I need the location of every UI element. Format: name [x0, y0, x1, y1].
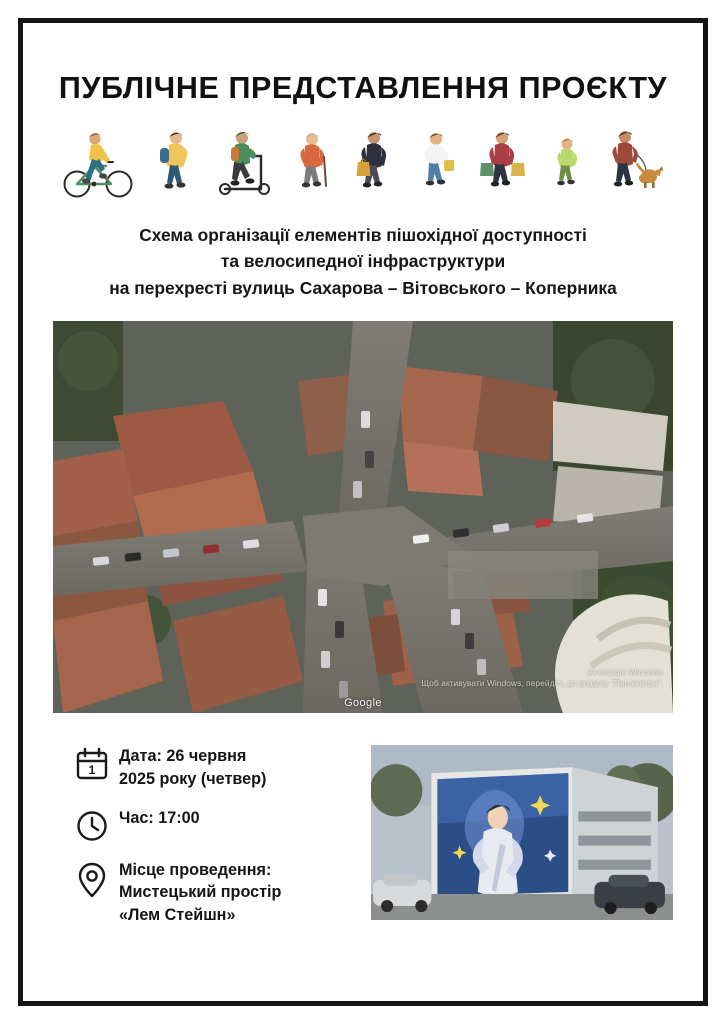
time-line-1: Час: 17:00 [119, 808, 200, 827]
venue-photo-graphic [371, 745, 673, 920]
event-details-section [53, 739, 673, 981]
clock-icon [75, 807, 119, 843]
calendar-icon [75, 745, 119, 781]
calendar-day-number: 1 [88, 763, 96, 778]
person-cyclist [61, 126, 135, 200]
person-elderly-with-cane [293, 126, 335, 200]
people-illustration-strip [53, 126, 673, 200]
windows-activation-watermark [421, 667, 663, 689]
location-pin-icon [75, 859, 119, 899]
person-walking-bag [416, 126, 458, 200]
venue-photo [371, 745, 673, 920]
aerial-map-image [53, 321, 673, 713]
detail-text-place [119, 859, 281, 927]
person-with-shopping-bag [353, 126, 397, 200]
place-line-3: «Лем Стейшн» [119, 906, 236, 925]
date-line-1: Дата: 26 червня [119, 747, 247, 766]
person-child-walking [549, 126, 585, 200]
activation-line-2: Щоб активувати Windows, перейдіть до розділу "Параметри". [421, 678, 663, 689]
detail-row-time [75, 807, 353, 843]
place-line-2: Мистецький простір [119, 883, 282, 902]
person-with-dog [603, 126, 665, 200]
detail-text-date [119, 745, 266, 790]
place-line-1: Місце проведення: [119, 860, 272, 879]
page-title: ПУБЛІЧНЕ ПРЕДСТАВЛЕННЯ ПРОЄКТУ [58, 71, 668, 105]
subtitle [53, 222, 673, 301]
aerial-map-graphic [53, 321, 673, 713]
subtitle-line-1: Схема організації елементів пішохідної доступності [139, 225, 587, 245]
detail-row-date [75, 745, 353, 790]
poster-content [23, 23, 703, 1001]
activation-line-1: Активація Windows [587, 667, 663, 678]
person-with-bags [476, 126, 530, 200]
subtitle-line-3: на перехресті вулиць Сахарова – Вітовського – Коперника [109, 277, 617, 298]
event-details-list [53, 739, 353, 981]
subtitle-line-2: та велосипедної інфраструктури [220, 251, 506, 272]
person-scooter-rider [216, 126, 274, 200]
person-walker-backpack [154, 126, 198, 200]
detail-row-place [75, 859, 353, 927]
date-line-2: 2025 року (четвер) [119, 770, 267, 789]
detail-text-time [119, 807, 200, 830]
google-watermark: Google [344, 697, 382, 710]
poster-frame [18, 18, 708, 1006]
